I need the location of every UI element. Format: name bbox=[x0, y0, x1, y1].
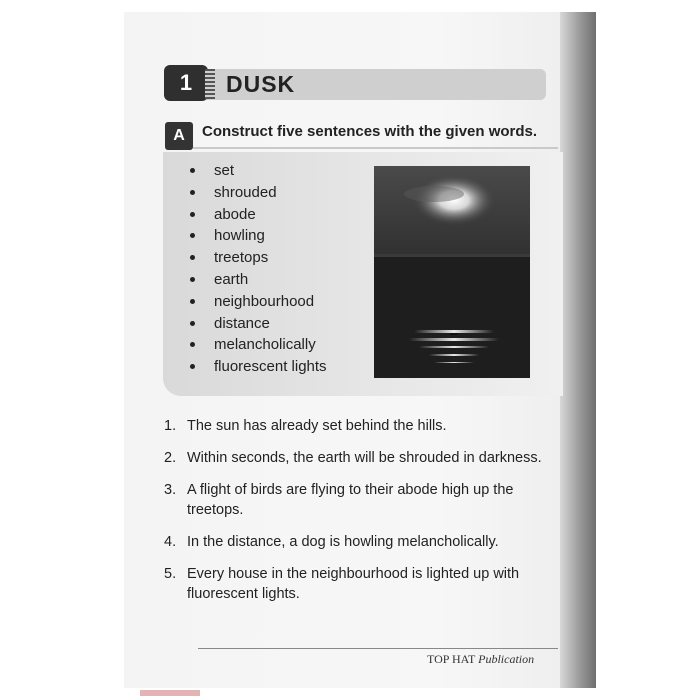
bullet-icon bbox=[190, 277, 195, 282]
sentence-number: 2. bbox=[164, 450, 177, 466]
word-item bbox=[184, 160, 327, 182]
word-item bbox=[184, 334, 327, 356]
sentence-list bbox=[164, 416, 564, 616]
word-text: shrouded bbox=[214, 183, 277, 201]
word-item bbox=[184, 225, 327, 247]
bullet-icon bbox=[190, 190, 195, 195]
sentence-number: 4. bbox=[164, 534, 177, 550]
publisher-footer bbox=[427, 652, 534, 667]
dusk-sea-photo bbox=[374, 166, 530, 378]
section-letter-badge: A bbox=[165, 122, 193, 150]
bullet-icon bbox=[190, 321, 195, 326]
word-text: howling bbox=[214, 227, 265, 245]
word-item bbox=[184, 356, 327, 378]
word-item bbox=[184, 247, 327, 269]
sentence-number: 5. bbox=[164, 566, 177, 582]
sentence-text: A flight of birds are flying to their abode high up the treetops. bbox=[187, 482, 514, 518]
sentence-number: 1. bbox=[164, 418, 177, 434]
chapter-title-bar bbox=[164, 69, 546, 100]
sentence-item bbox=[164, 416, 564, 436]
bullet-icon bbox=[190, 342, 195, 347]
word-text: neighbourhood bbox=[214, 292, 315, 310]
word-text: fluorescent lights bbox=[214, 358, 327, 376]
bullet-icon bbox=[190, 233, 195, 238]
word-item bbox=[184, 204, 327, 226]
instruction-underline bbox=[193, 147, 558, 149]
chapter-number: 1 bbox=[164, 65, 208, 101]
sentence-text: The sun has already set behind the hills. bbox=[187, 418, 447, 434]
sentence-item bbox=[164, 532, 564, 552]
sentence-item bbox=[164, 480, 564, 520]
word-item bbox=[184, 291, 327, 313]
chapter-title: DUSK bbox=[226, 71, 296, 97]
footer-rule bbox=[198, 648, 558, 649]
spiral-coil-icon bbox=[205, 69, 215, 99]
word-text: abode bbox=[214, 205, 256, 223]
bullet-icon bbox=[190, 212, 195, 217]
publisher-script: Publication bbox=[478, 652, 535, 666]
word-item bbox=[184, 313, 327, 335]
sentence-item bbox=[164, 448, 564, 468]
sentence-item bbox=[164, 564, 564, 604]
sentence-text: Within seconds, the earth will be shrouded in darkness. bbox=[187, 450, 542, 466]
page-gutter-shadow bbox=[560, 12, 596, 688]
word-list bbox=[184, 160, 327, 378]
sentence-text: In the distance, a dog is howling melancholically. bbox=[187, 534, 499, 550]
word-text: treetops bbox=[214, 249, 269, 267]
sentence-text: Every house in the neighbourhood is lighted up with fluorescent lights. bbox=[187, 566, 520, 602]
publisher-name: TOP HAT bbox=[427, 652, 476, 666]
word-text: earth bbox=[214, 270, 249, 288]
sentence-number: 3. bbox=[164, 482, 177, 498]
section-instruction: Construct five sentences with the given words. bbox=[202, 123, 538, 140]
word-text: set bbox=[214, 162, 235, 179]
word-item bbox=[184, 269, 327, 291]
bullet-icon bbox=[190, 255, 195, 260]
bullet-icon bbox=[190, 299, 195, 304]
word-text: melancholically bbox=[214, 336, 316, 354]
word-text: distance bbox=[214, 314, 270, 332]
bullet-icon bbox=[190, 168, 195, 173]
red-edge-mark bbox=[140, 690, 200, 696]
bullet-icon bbox=[190, 364, 195, 369]
word-item bbox=[184, 182, 327, 204]
